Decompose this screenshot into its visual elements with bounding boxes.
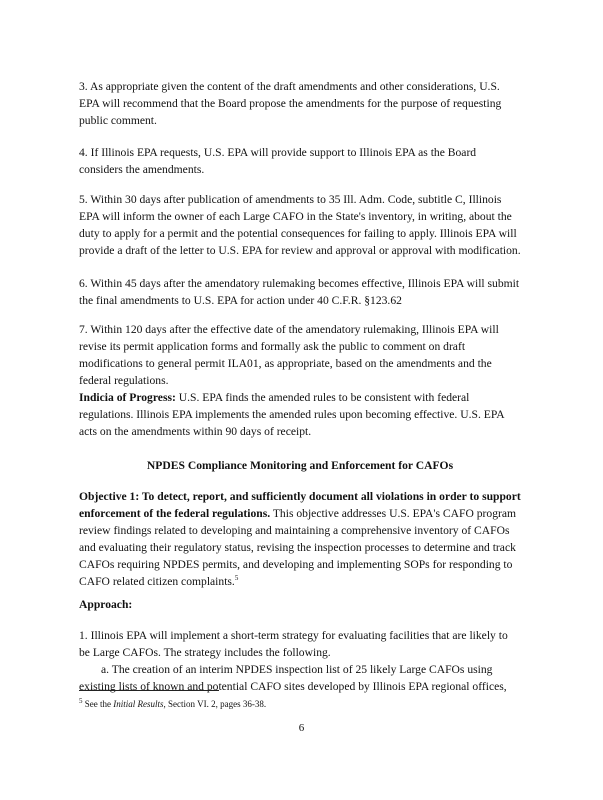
approach-item-1: 1. Illinois EPA will implement a short-term strategy for evaluating facilities that are likely to be Large CAFOs. The strategy includes the following. [79, 629, 508, 659]
paragraph-7: 7. Within 120 days after the effective date of the amendatory rulemaking, Illinois EPA will revise its permit application forms and formally ask the public to comment on draft modifications to general permit ILA01, as appropriate, based on the amendments and the federal regulations. [79, 323, 499, 387]
paragraph-4: 4. If Illinois EPA requests, U.S. EPA will provide support to Illinois EPA as the Board considers the amendments. [79, 146, 477, 176]
paragraph-6: 6. Within 45 days after the amendatory rulemaking becomes effective, Illinois EPA will submit the final amendments to U.S. EPA for action under 40 C.F.R. §123.62 [79, 277, 520, 307]
indicia-label: Indicia of Progress: [79, 391, 176, 404]
footnote-title: Initial Results [113, 699, 164, 709]
footnote-suffix: , Section VI. 2, pages 36-38. [163, 699, 267, 709]
paragraph-5: 5. Within 30 days after publication of amendments to 35 Ill. Adm. Code, subtitle C, Illinois EPA will inform the owner of each Large CAFO in the State's inventory, in writing, about the duty to apply for a permit and the potential consequences for failing to apply. Illinois EPA will provide a draft of the letter to U.S. EPA for review and approval or approval with modification. [79, 193, 521, 257]
objective-1 [79, 488, 521, 590]
section-heading: NPDES Compliance Monitoring and Enforcement for CAFOs [146, 459, 454, 472]
footnote-number: 5 [79, 697, 83, 705]
footnote-divider [79, 690, 219, 691]
objective-text: This objective addresses U.S. EPA's CAFO program review findings related to developing and maintaining a comprehensive inventory of CAFOs and evaluating their regulatory status, revising the inspection processes to determine and track CAFOs requiring NPDES permits, and developing and implementing SOPs for responding to CAFO related citizen complaints. [79, 507, 517, 588]
approach-item-1a: a. The creation of an interim NPDES inspection list of 25 likely Large CAFOs using existing lists of known and potential CAFO sites developed by Illinois EPA regional offices, [79, 663, 507, 693]
paragraph-3: 3. As appropriate given the content of the draft amendments and other considerations, U.S. EPA will recommend that the Board propose the amendments for the purpose of requesting public comment. [79, 80, 502, 127]
footnote-ref: 5 [234, 574, 239, 583]
approach-heading: Approach: [79, 598, 133, 611]
page-number: 6 [298, 722, 305, 734]
objective-label: Objective 1: To detect, report, and sufficiently document all violations in order to support enforcement of the federal regulations. [79, 490, 521, 520]
indicia-text: U.S. EPA finds the amended rules to be consistent with federal regulations. Illinois EPA implements the amended rules upon becoming effective. U.S. EPA acts on the amendments within 90 days of receipt. [79, 391, 504, 438]
footnote [79, 698, 266, 710]
indicia-of-progress [79, 389, 521, 440]
footnote-prefix: See the [82, 699, 114, 709]
